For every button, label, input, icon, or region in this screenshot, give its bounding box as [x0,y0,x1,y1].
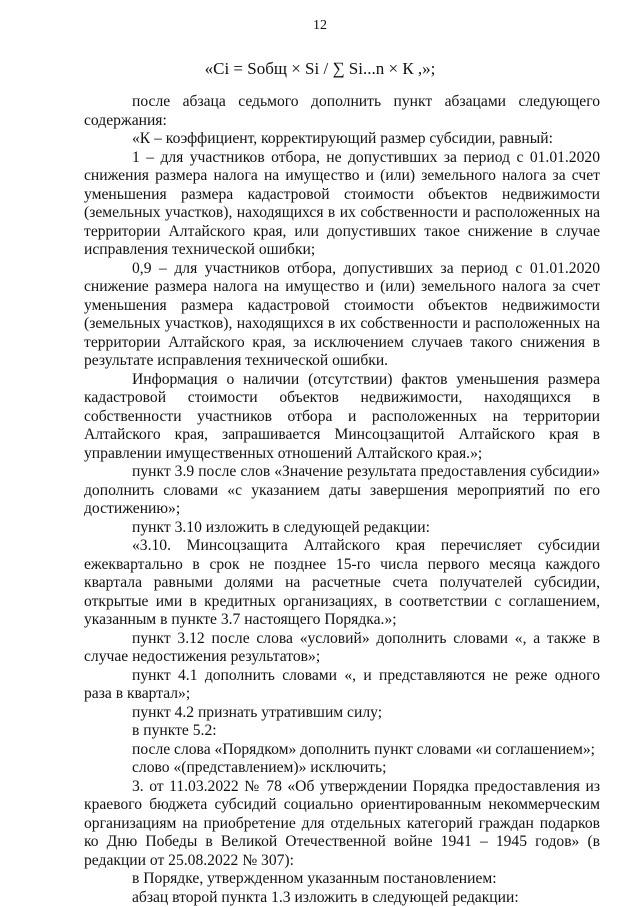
page-number: 12 [0,18,640,34]
body-text [84,93,600,907]
paragraph: после абзаца седьмого дополнить пункт абзацами следующего содержания: [84,93,600,130]
paragraph: в Порядке, утвержденном указанным постановлением: [84,870,600,889]
formula: «Ci = Sобщ × Si / ∑ Si...n × К ,»; [0,59,640,79]
paragraph: 1 – для участников отбора, не допустивших за период с 01.01.2020 снижения размера налога на имущество и (или) земельного налога за счет уменьшения размера кадастровой стоимости объектов недвижимости (земельных участков), находящихся в их собственности и расположенных на территории Алтайского края, или допустивших такое снижение в случае исправления технической ошибки; [84,149,600,260]
paragraph: пункт 4.1 дополнить словами «, и представляются не реже одного раза в квартал»; [84,667,600,704]
paragraph: абзац второй пункта 1.3 изложить в следующей редакции: [84,889,600,907]
paragraph: пункт 3.10 изложить в следующей редакции: [84,519,600,538]
paragraph: 0,9 – для участников отбора, допустивших за период с 01.01.2020 снижение размера налога на имущество и (или) земельного налога за счет уменьшения размера кадастровой стоимости объектов недвижимости (земельных участков), находящихся в их собственности и расположенных на территории Алтайского края, за исключением случаев такого снижения в результате исправления технической ошибки. [84,260,600,371]
paragraph: 3. от 11.03.2022 № 78 «Об утверждении Порядка предоставления из краевого бюджета субсидий социально ориентированным некоммерческим организациям на приобретение для отдельных категорий граждан подарков ко Дню Победы в Великой Отечественной войне 1941 – 1945 годов» (в редакции от 25.08.2022 № 307): [84,778,600,871]
paragraph: пункт 3.12 после слова «условий» дополнить словами «, а также в случае недостижения результатов»; [84,630,600,667]
paragraph: после слова «Порядком» дополнить пункт словами «и соглашением»; [84,741,600,760]
paragraph: Информация о наличии (отсутствии) фактов уменьшения размера кадастровой стоимости объектов недвижимости, находящихся в собственности участников отбора и расположенных на территории Алтайского края, запрашивается Минсоцзащитой Алтайского края в управлении имущественных отношений Алтайского края.»; [84,371,600,464]
paragraph: слово «(представлением)» исключить; [84,759,600,778]
paragraph: пункт 4.2 признать утратившим силу; [84,704,600,723]
paragraph: «К – коэффициент, корректирующий размер субсидии, равный: [84,130,600,149]
paragraph: пункт 3.9 после слов «Значение результата предоставления субсидии» дополнить словами «с указанием даты завершения мероприятий по его достижению»; [84,463,600,519]
paragraph: в пункте 5.2: [84,722,600,741]
paragraph: «3.10. Минсоцзащита Алтайского края перечисляет субсидии ежеквартально в срок не позднее 15-го числа первого месяца каждого квартала равными долями на расчетные счета получателей субсидии, открытые ими в кредитных организациях, в соответствии с соглашением, указанным в пункте 3.7 настоящего Порядка.»; [84,537,600,630]
